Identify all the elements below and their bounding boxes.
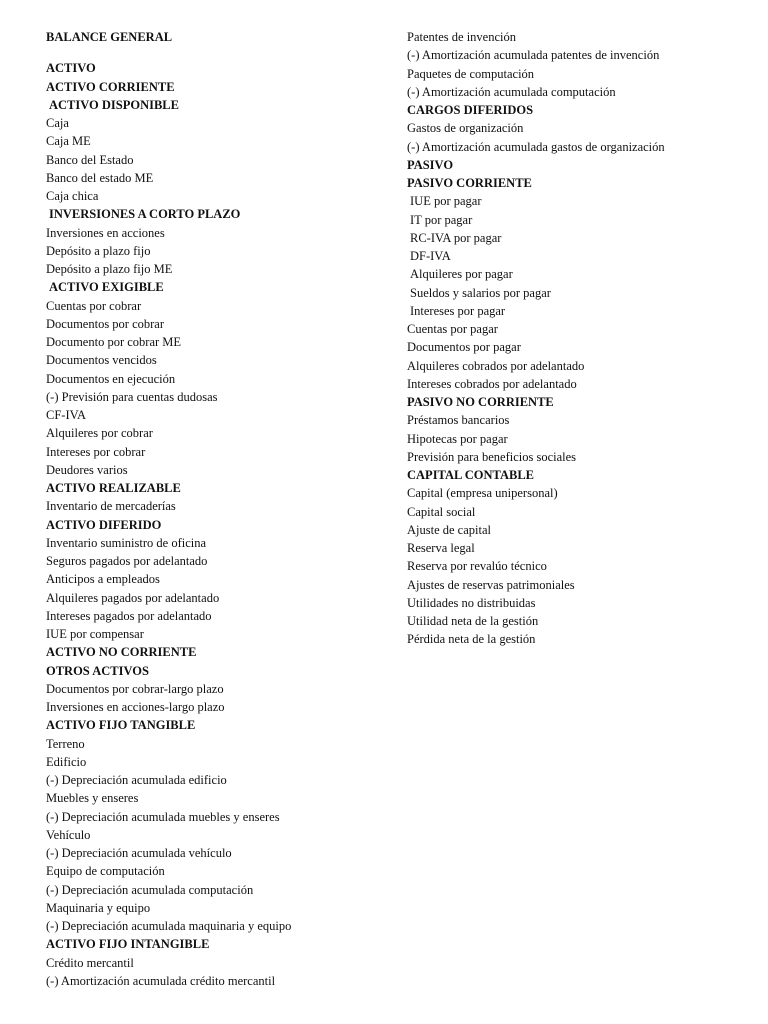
account-item-ajustes-de-reservas-patrimoniales: Ajustes de reservas patrimoniales <box>407 577 575 592</box>
account-item-prevision-para-beneficios-sociales: Previsión para beneficios sociales <box>407 449 577 464</box>
section-heading-cargos-diferidos: CARGOS DIFERIDOS <box>407 103 534 117</box>
right-column <box>407 28 757 649</box>
section-heading-activo-no-corriente: ACTIVO NO CORRIENTE <box>46 645 197 660</box>
account-item-prevision-para-cuentas-dudosas: (-) Previsión para cuentas dudosas <box>46 389 218 404</box>
account-item-reserva-legal: Reserva legal <box>407 541 475 555</box>
document-title: BALANCE GENERAL <box>46 30 173 44</box>
account-item-credito-mercantil: Crédito mercantil <box>46 955 134 970</box>
account-item-inversiones-en-acciones-largo-plazo: Inversiones en acciones-largo plazo <box>46 700 225 714</box>
account-item-cf-iva: CF-IVA <box>46 408 87 422</box>
account-item-deposito-a-plazo-fijo-me: Depósito a plazo fijo ME <box>46 262 173 276</box>
account-item-prestamos-bancarios: Préstamos bancarios <box>407 413 510 428</box>
account-item-depreciacion-acumulada-computacion: (-) Depreciación acumulada computación <box>46 882 254 897</box>
account-item-gastos-de-organizacion: Gastos de organización <box>407 121 524 136</box>
account-item-reserva-por-revaluo-tecnico: Reserva por revalúo técnico <box>407 559 547 574</box>
account-item-depreciacion-acumulada-vehiculo: (-) Depreciación acumulada vehículo <box>46 846 232 860</box>
account-item-anticipos-a-empleados: Anticipos a empleados <box>46 572 160 587</box>
account-item-amortizacion-acumulada-gastos-de-organizacion: (-) Amortización acumulada gastos de organización <box>407 139 665 154</box>
account-item-iue-por-compensar: IUE por compensar <box>46 627 144 641</box>
account-item-capital-social: Capital social <box>407 504 476 519</box>
account-item-utilidades-no-distribuidas: Utilidades no distribuidas <box>407 595 536 610</box>
account-item-depreciacion-acumulada-muebles-y-enseres: (-) Depreciación acumulada muebles y enseres <box>46 809 280 824</box>
account-item-amortizacion-acumulada-credito-mercantil: (-) Amortización acumulada crédito mercantil <box>46 973 276 988</box>
section-heading-inversiones-a-corto-plazo: INVERSIONES A CORTO PLAZO <box>49 207 241 222</box>
account-item-perdida-neta-de-la-gestion: Pérdida neta de la gestión <box>407 632 536 647</box>
account-item-documentos-por-pagar: Documentos por pagar <box>407 340 521 355</box>
section-heading-pasivo-no-corriente: PASIVO NO CORRIENTE <box>407 395 554 409</box>
account-item-caja-chica: Caja chica <box>46 189 99 203</box>
account-item-amortizacion-acumulada-patentes-de-invencion: (-) Amortización acumulada patentes de invención <box>407 48 660 63</box>
section-heading-activo-exigible: ACTIVO EXIGIBLE <box>49 280 164 295</box>
account-item-caja-me: Caja ME <box>46 134 91 149</box>
account-item-intereses-por-cobrar: Intereses por cobrar <box>46 444 146 459</box>
account-item-documentos-por-cobrar: Documentos por cobrar <box>46 316 165 331</box>
section-heading-activo-fijo-intangible: ACTIVO FIJO INTANGIBLE <box>46 937 210 952</box>
account-item-documento-por-cobrar-me: Documento por cobrar ME <box>46 335 182 349</box>
account-item-cuentas-por-cobrar: Cuentas por cobrar <box>46 298 142 313</box>
account-item-intereses-pagados-por-adelantado: Intereses pagados por adelantado <box>46 608 212 623</box>
account-item-hipotecas-por-pagar: Hipotecas por pagar <box>407 431 508 446</box>
account-item-sueldos-y-salarios-por-pagar: Sueldos y salarios por pagar <box>410 285 551 300</box>
account-item-paquetes-de-computacion: Paquetes de computación <box>407 66 535 81</box>
account-item-deudores-varios: Deudores varios <box>46 462 128 477</box>
account-item-vehiculo: Vehículo <box>46 827 91 842</box>
account-item-ajuste-de-capital: Ajuste de capital <box>407 522 491 537</box>
section-heading-pasivo-corriente: PASIVO CORRIENTE <box>407 176 532 190</box>
account-item-maquinaria-y-equipo: Maquinaria y equipo <box>46 900 151 915</box>
account-item-intereses-por-pagar: Intereses por pagar <box>410 303 506 318</box>
account-item-edificio: Edificio <box>46 754 87 769</box>
account-item-alquileres-pagados-por-adelantado: Alquileres pagados por adelantado <box>46 590 220 605</box>
account-item-inversiones-en-acciones: Inversiones en acciones <box>46 225 165 240</box>
account-item-amortizacion-acumulada-computacion: (-) Amortización acumulada computación <box>407 84 616 99</box>
account-item-alquileres-cobrados-por-adelantado: Alquileres cobrados por adelantado <box>407 358 585 373</box>
account-item-inventario-suministro-de-oficina: Inventario suministro de oficina <box>46 535 207 550</box>
account-item-inventario-de-mercaderias: Inventario de mercaderías <box>46 499 176 514</box>
account-item-equipo-de-computacion: Equipo de computación <box>46 864 165 879</box>
account-item-deposito-a-plazo-fijo: Depósito a plazo fijo <box>46 243 151 258</box>
section-heading-otros-activos: OTROS ACTIVOS <box>46 663 149 678</box>
section-heading-activo-realizable: ACTIVO REALIZABLE <box>46 481 181 495</box>
account-item-it-por-pagar: IT por pagar <box>410 212 473 227</box>
account-item-capital-empresa-unipersonal: Capital (empresa unipersonal) <box>407 486 558 501</box>
account-item-banco-del-estado-me: Banco del estado ME <box>46 170 154 185</box>
account-item-depreciacion-acumulada-edificio: (-) Depreciación acumulada edificio <box>46 773 227 787</box>
account-item-utilidad-neta-de-la-gestion: Utilidad neta de la gestión <box>407 614 539 628</box>
account-item-seguros-pagados-por-adelantado: Seguros pagados por adelantado <box>46 554 208 568</box>
section-heading-capital-contable: CAPITAL CONTABLE <box>407 468 534 482</box>
account-item-df-iva: DF-IVA <box>410 249 451 263</box>
account-item-alquileres-por-cobrar: Alquileres por cobrar <box>46 426 153 441</box>
account-item-terreno: Terreno <box>46 736 85 751</box>
account-item-depreciacion-acumulada-maquinaria-y-equipo: (-) Depreciación acumulada maquinaria y equipo <box>46 919 292 933</box>
account-item-alquileres-por-pagar: Alquileres por pagar <box>410 267 513 282</box>
account-item-rc-iva-por-pagar: RC-IVA por pagar <box>410 230 502 245</box>
account-item-iue-por-pagar: IUE por pagar <box>410 194 482 209</box>
account-item-documentos-por-cobrar-largo-plazo: Documentos por cobrar-largo plazo <box>46 681 224 696</box>
section-heading-activo-fijo-tangible: ACTIVO FIJO TANGIBLE <box>46 718 196 733</box>
account-item-caja: Caja <box>46 116 69 130</box>
account-item-cuentas-por-pagar: Cuentas por pagar <box>407 322 498 336</box>
account-item-intereses-cobrados-por-adelantado: Intereses cobrados por adelantado <box>407 376 577 391</box>
account-item-banco-del-estado: Banco del Estado <box>46 152 134 167</box>
section-heading-activo: ACTIVO <box>46 61 96 76</box>
account-item-documentos-vencidos: Documentos vencidos <box>46 353 157 368</box>
section-heading-pasivo: PASIVO <box>407 157 454 172</box>
account-item-patentes-de-invencion: Patentes de invención <box>407 30 516 44</box>
account-item-muebles-y-enseres: Muebles y enseres <box>46 791 139 806</box>
left-column <box>46 28 386 990</box>
account-item-documentos-en-ejecucion: Documentos en ejecución <box>46 371 176 386</box>
section-heading-activo-diferido: ACTIVO DIFERIDO <box>46 517 162 532</box>
section-heading-activo-disponible: ACTIVO DISPONIBLE <box>49 97 179 112</box>
section-heading-activo-corriente: ACTIVO CORRIENTE <box>46 79 175 94</box>
